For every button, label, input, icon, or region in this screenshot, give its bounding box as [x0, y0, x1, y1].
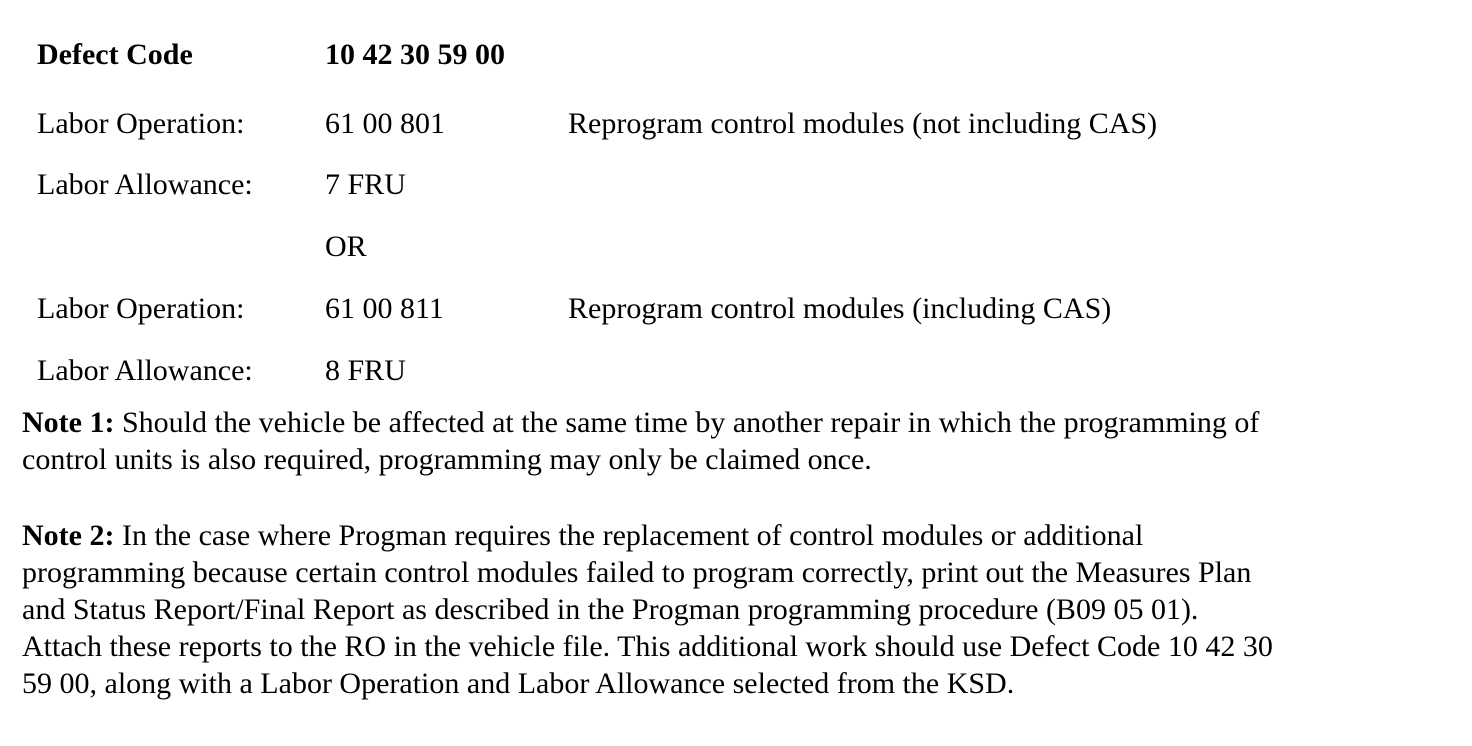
note-1-text: Should the vehicle be affected at the same time by another repair in which the programming of	[114, 406, 1260, 439]
labor-allowance-label: Labor Allowance:	[37, 168, 253, 201]
note-2-text: In the case where Progman requires the replacement of control modules or additional	[114, 519, 1144, 552]
note-2-line: and Status Report/Final Report as described in the Progman programming procedure (B09 05 01).	[22, 593, 1199, 626]
note-2-line: Attach these reports to the RO in the vehicle file. This additional work should use Defect Code 10 42 30	[22, 630, 1273, 663]
note-2-label: Note 2:	[22, 519, 115, 552]
note-2	[22, 517, 1452, 702]
labor-allowance-row-2	[0, 351, 1472, 391]
note-1-line: control units is also required, programming may only be claimed once.	[22, 443, 872, 476]
labor-operation-description: Reprogram control modules (including CAS)	[568, 292, 1112, 325]
note-2-line: 59 00, along with a Labor Operation and Labor Allowance selected from the KSD.	[22, 667, 1015, 700]
labor-allowance-value: 7 FRU	[325, 168, 406, 201]
labor-operation-code: 61 00 811	[325, 292, 444, 325]
labor-operation-label: Labor Operation:	[37, 107, 245, 140]
labor-operation-row-1	[0, 104, 1472, 144]
defect-code-label: Defect Code	[37, 38, 193, 71]
labor-allowance-label: Labor Allowance:	[37, 354, 253, 387]
labor-allowance-value: 8 FRU	[325, 354, 406, 387]
labor-allowance-row-1	[0, 165, 1472, 205]
defect-code-row	[0, 35, 1472, 75]
defect-code-value: 10 42 30 59 00	[325, 38, 505, 71]
note-1	[22, 404, 1452, 478]
note-2-line	[22, 517, 1452, 554]
or-text: OR	[325, 230, 367, 263]
or-row	[0, 227, 1472, 267]
note-1-label: Note 1:	[22, 406, 115, 439]
labor-operation-code: 61 00 801	[325, 107, 445, 140]
labor-operation-label: Labor Operation:	[37, 292, 245, 325]
note-2-line: programming because certain control modules failed to program correctly, print out the Measures Plan	[22, 556, 1252, 589]
labor-operation-description: Reprogram control modules (not including CAS)	[568, 107, 1158, 140]
note-1-line	[22, 404, 1452, 441]
labor-operation-row-2	[0, 289, 1472, 329]
